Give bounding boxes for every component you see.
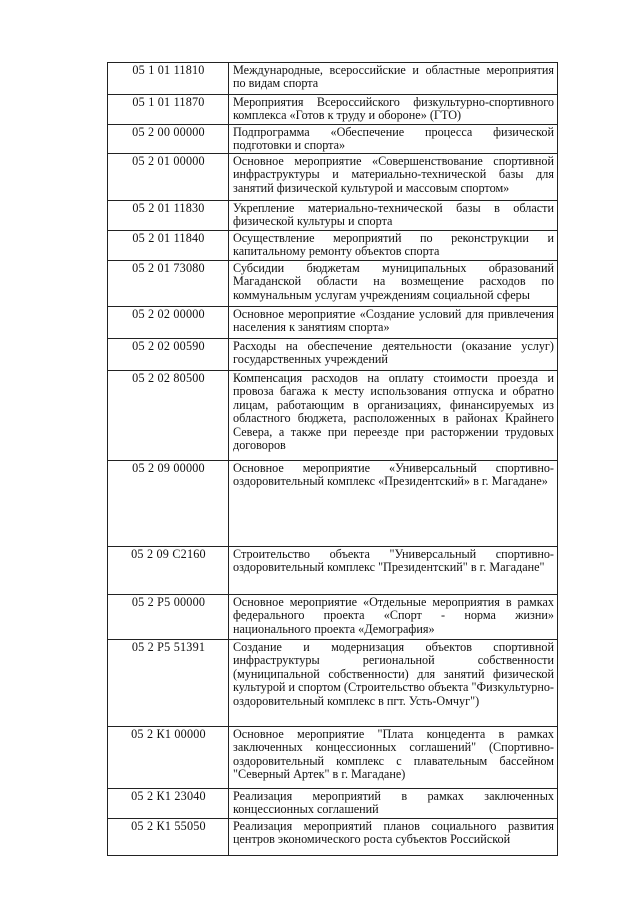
- description-cell: Основное мероприятие «Универсальный спортивно-оздоровительный комплекс «Президентский» в г. Магадане»: [229, 461, 558, 547]
- budget-code-cell: 05 2 09 С2160: [108, 547, 229, 595]
- description-cell: Создание и модернизация объектов спортивной инфраструктуры региональной собственности (муниципальной собственности) для занятий физической культурой и спортом (Строительство объекта "Физкультурно-оздоровительный комплекс в пгт. Усть-Омчуг"): [229, 640, 558, 727]
- budget-code-cell: 05 2 01 73080: [108, 261, 229, 307]
- table-row: [108, 125, 558, 154]
- table-row: [108, 231, 558, 261]
- budget-code-cell: 05 2 Р5 00000: [108, 595, 229, 640]
- table-row: [108, 819, 558, 856]
- budget-code-cell: 05 2 К1 55050: [108, 819, 229, 856]
- description-cell: Компенсация расходов на оплату стоимости проезда и провоза багажа к месту использования отпуска и обратно лицам, работающим в организациях, финансируемых из областного бюджета, расположенных в районах Крайнего Севера, а также при переезде при расторжении трудовых договоров: [229, 371, 558, 461]
- description-cell: Основное мероприятие «Совершенствование спортивной инфраструктуры и материально-технической базы для занятий физической культурой и массовым спортом»: [229, 154, 558, 201]
- table-row: [108, 371, 558, 461]
- description-cell: Мероприятия Всероссийского физкультурно-спортивного комплекса «Готов к труду и обороне» (ГТО): [229, 95, 558, 125]
- table-row: [108, 154, 558, 201]
- table-row: [108, 307, 558, 339]
- description-cell: Подпрограмма «Обеспечение процесса физической подготовки и спорта»: [229, 125, 558, 154]
- description-cell: Укрепление материально-технической базы в области физической культуры и спорта: [229, 201, 558, 231]
- description-cell: Расходы на обеспечение деятельности (оказание услуг) государственных учреждений: [229, 339, 558, 371]
- table-row: [108, 63, 558, 95]
- description-cell: Основное мероприятие «Отдельные мероприятия в рамках федерального проекта «Спорт - норма жизни» национального проекта «Демография»: [229, 595, 558, 640]
- description-cell: Реализация мероприятий планов социального развития центров экономического роста субъектов Российской: [229, 819, 558, 856]
- description-cell: Международные, всероссийские и областные мероприятия по видам спорта: [229, 63, 558, 95]
- table-row: [108, 547, 558, 595]
- table-row: [108, 339, 558, 371]
- budget-code-cell: 05 1 01 11810: [108, 63, 229, 95]
- budget-code-cell: 05 1 01 11870: [108, 95, 229, 125]
- description-cell: Строительство объекта "Универсальный спортивно-оздоровительный комплекс "Президентский" в г. Магадане": [229, 547, 558, 595]
- description-cell: Основное мероприятие "Плата концедента в рамках заключенных концессионных соглашений" (Спортивно-оздоровительный комплекс с плавательным бассейном "Северный Артек" в г. Магадане): [229, 727, 558, 789]
- budget-code-cell: 05 2 02 80500: [108, 371, 229, 461]
- table-row: [108, 727, 558, 789]
- budget-classification-table: [107, 62, 558, 856]
- budget-code-cell: 05 2 02 00000: [108, 307, 229, 339]
- table-row: [108, 201, 558, 231]
- description-cell: Осуществление мероприятий по реконструкции и капитальному ремонту объектов спорта: [229, 231, 558, 261]
- table-row: [108, 640, 558, 727]
- budget-code-cell: 05 2 Р5 51391: [108, 640, 229, 727]
- description-cell: Реализация мероприятий в рамках заключенных концессионных соглашений: [229, 789, 558, 819]
- table-row: [108, 461, 558, 547]
- table-row: [108, 95, 558, 125]
- budget-code-cell: 05 2 09 00000: [108, 461, 229, 547]
- description-cell: Основное мероприятие «Создание условий для привлечения населения к занятиям спорта»: [229, 307, 558, 339]
- budget-code-cell: 05 2 00 00000: [108, 125, 229, 154]
- table-row: [108, 595, 558, 640]
- budget-code-cell: 05 2 К1 00000: [108, 727, 229, 789]
- budget-code-cell: 05 2 02 00590: [108, 339, 229, 371]
- table-row: [108, 261, 558, 307]
- table-row: [108, 789, 558, 819]
- budget-code-cell: 05 2 01 11830: [108, 201, 229, 231]
- budget-code-cell: 05 2 01 00000: [108, 154, 229, 201]
- budget-code-cell: 05 2 01 11840: [108, 231, 229, 261]
- description-cell: Субсидии бюджетам муниципальных образований Магаданской области на возмещение расходов по коммунальным услугам учреждениям социальной сферы: [229, 261, 558, 307]
- budget-code-cell: 05 2 К1 23040: [108, 789, 229, 819]
